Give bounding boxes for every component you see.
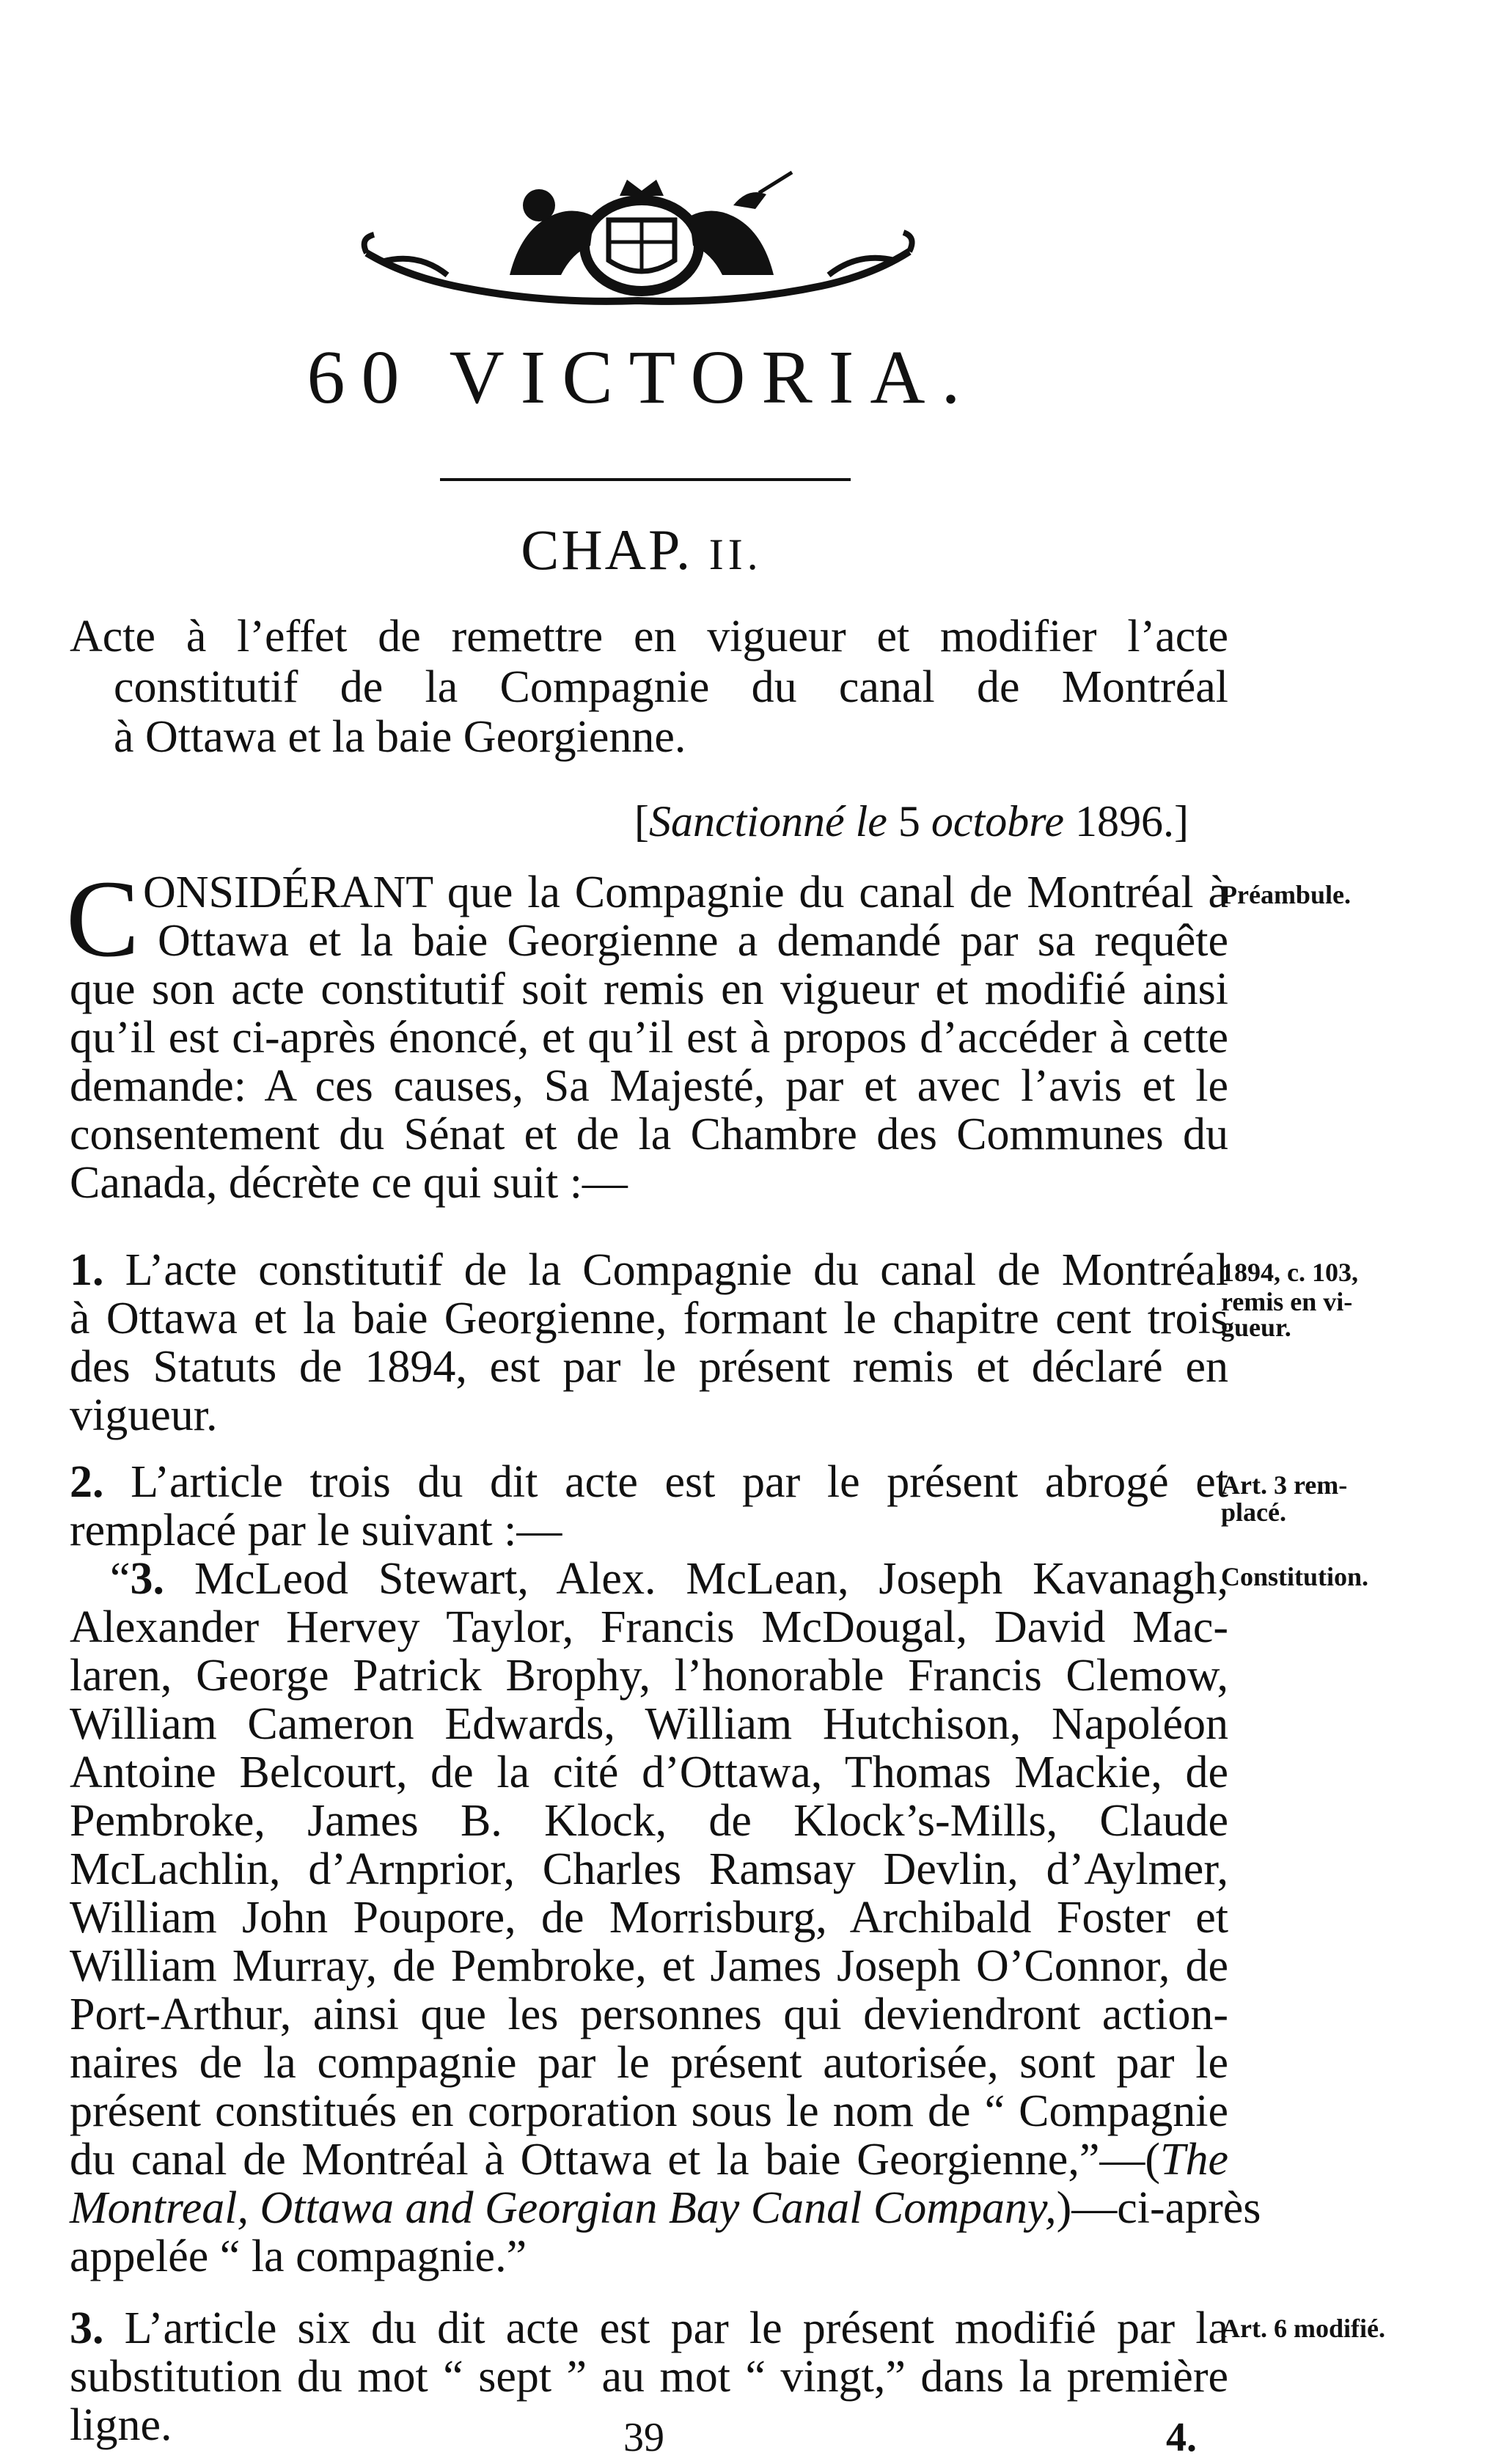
inner-section-3-number: 3. xyxy=(130,1554,165,1604)
section-1-line: vigueur. xyxy=(70,1390,218,1440)
section-3-line: 3. L’article six du dit acte est par le présent modifié par la xyxy=(70,2303,1228,2353)
section-2-line: William Cameron Edwards, William Hutchison, Napoléon xyxy=(70,1699,1228,1749)
section-2-line: du canal de Montréal à Ottawa et la baie Georgienne,”—(The xyxy=(70,2135,1228,2185)
long-title-line: à Ottawa et la baie Georgienne. xyxy=(114,712,686,762)
sidenote-s1-b: remis en vi- xyxy=(1221,1287,1353,1316)
sidenote-s3: Art. 6 modifié. xyxy=(1221,2314,1385,2343)
section-1-line: à Ottawa et la baie Georgienne, formant le chapitre cent trois xyxy=(70,1294,1228,1343)
preamble-line: Canada, décrète ce qui suit :— xyxy=(70,1158,628,1208)
catchword: 4. xyxy=(1166,2415,1197,2460)
preamble-line: que son acte constitutif soit remis en vigueur et modifié ainsi xyxy=(70,964,1228,1014)
section-2-line: Montreal, Ottawa and Georgian Bay Canal Company,)—ci-après xyxy=(70,2183,1261,2233)
section-2-line: Antoine Belcourt, de la cité d’Ottawa, Thomas Mackie, de xyxy=(70,1748,1228,1797)
sidenote-s1-a: 1894, c. 103, xyxy=(1221,1258,1358,1287)
section-2-line: appelée “ la compagnie.” xyxy=(70,2232,527,2281)
sanction-month: octobre xyxy=(931,797,1064,846)
preamble-line: ONSIDÉRANT que la Compagnie du canal de Montréal à xyxy=(143,868,1228,917)
preamble-line: demande: A ces causes, Sa Majesté, par et avec l’avis et le xyxy=(70,1061,1228,1111)
sanction-text: Sanctionné le xyxy=(648,797,887,846)
sidenote-s2-b: placé. xyxy=(1221,1497,1286,1527)
section-2-line: William John Poupore, de Morrisburg, Archibald Foster et xyxy=(70,1893,1228,1943)
section-2-line: remplacé par le suivant :— xyxy=(70,1506,562,1555)
sanction-year: 1896.] xyxy=(1074,797,1189,846)
preamble-line: qu’il est ci-après énoncé, et qu’il est à propos d’accéder à cette xyxy=(70,1013,1228,1063)
section-1-number: 1. xyxy=(70,1245,104,1295)
chapter-heading xyxy=(0,517,1283,583)
preamble-line: Ottawa et la baie Georgienne a demandé par sa requête xyxy=(158,916,1228,966)
section-2-line: McLachlin, d’Arnprior, Charles Ramsay Devlin, d’Aylmer, xyxy=(70,1844,1228,1894)
section-3-line: ligne. xyxy=(70,2400,172,2450)
section-3-number: 3. xyxy=(70,2303,104,2353)
sanction-bracket: [ xyxy=(634,797,649,846)
page-title: 60 VICTORIA. xyxy=(307,335,977,419)
drop-cap: C xyxy=(66,858,140,980)
section-2-line: “3. McLeod Stewart, Alex. McLean, Joseph Kavanagh, xyxy=(110,1554,1229,1604)
sanction-day: 5 xyxy=(898,797,920,846)
title-divider xyxy=(440,478,851,481)
sidenote-preamble: Préambule. xyxy=(1221,880,1351,909)
section-2-line: William Murray, de Pembroke, et James Joseph O’Connor, de xyxy=(70,1941,1228,1991)
section-2-number: 2. xyxy=(70,1457,104,1507)
section-2-line: présent constitués en corporation sous le nom de “ Compagnie xyxy=(70,2086,1228,2136)
section-3-line: substitution du mot “ sept ” au mot “ vingt,” dans la première xyxy=(70,2352,1228,2402)
section-2-line: Port-Arthur, ainsi que les personnes qui deviendront action- xyxy=(70,1990,1228,2039)
chapter-number: II. xyxy=(708,530,763,579)
sanction-date xyxy=(634,796,1189,847)
sidenote-s1-c: gueur. xyxy=(1221,1313,1291,1342)
long-title-line: constitutif de la Compagnie du canal de Montréal xyxy=(114,662,1228,712)
chapter-label: CHAP. xyxy=(521,518,693,582)
sidenote-s2-a: Art. 3 rem- xyxy=(1221,1470,1348,1500)
section-1-line: des Statuts de 1894, est par le présent remis et déclaré en xyxy=(70,1342,1228,1392)
section-2-line: naires de la compagnie par le présent autorisée, sont par le xyxy=(70,2038,1228,2088)
section-2-line: Alexander Hervey Taylor, Francis McDougal, David Mac- xyxy=(70,1602,1228,1652)
section-1-line: 1. L’acte constitutif de la Compagnie du canal de Montréal xyxy=(70,1245,1228,1295)
royal-coat-of-arms xyxy=(352,165,924,312)
section-2-line: laren, George Patrick Brophy, l’honorable Francis Clemow, xyxy=(70,1651,1228,1701)
long-title-line: Acte à l’effet de remettre en vigueur et modifier l’acte xyxy=(70,612,1228,661)
english-company-name: Montreal, Ottawa and Georgian Bay Canal Company, xyxy=(70,2183,1057,2233)
section-2-line: Pembroke, James B. Klock, de Klock’s-Mills, Claude xyxy=(70,1796,1228,1846)
section-2-line: 2. L’article trois du dit acte est par le présent abrogé et xyxy=(70,1457,1229,1507)
preamble-line: consentement du Sénat et de la Chambre des Communes du xyxy=(70,1110,1228,1159)
page-number: 39 xyxy=(623,2415,664,2460)
sidenote-constitution: Constitution. xyxy=(1221,1562,1369,1591)
